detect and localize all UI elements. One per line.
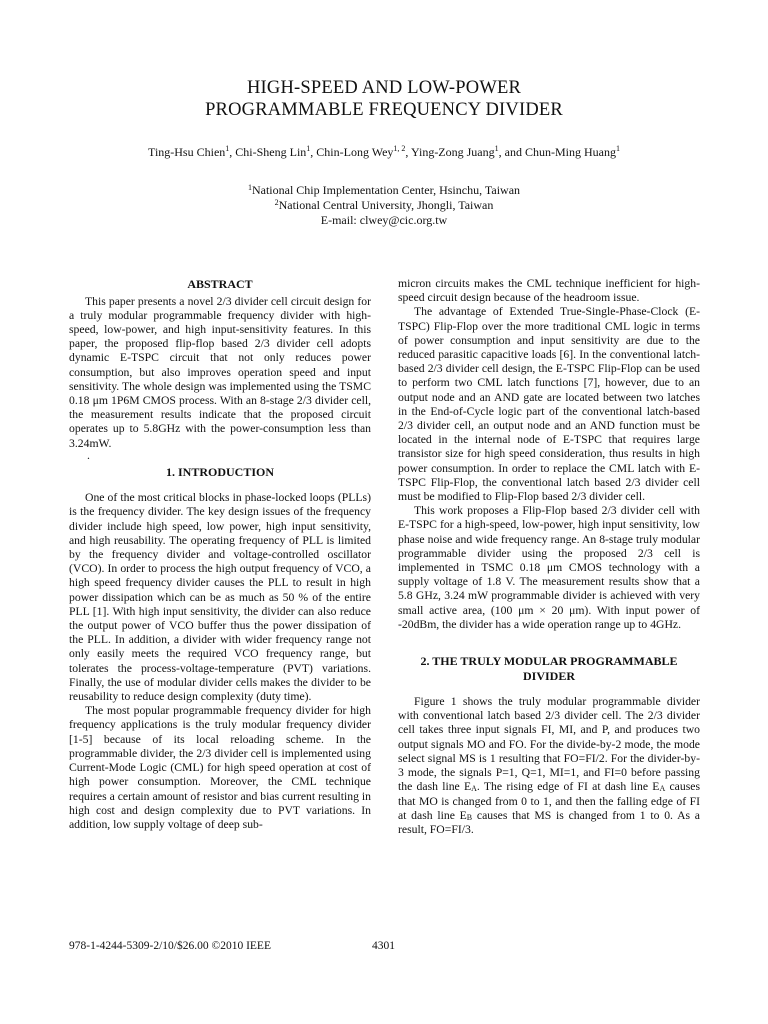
section-2-heading-line-1: 2. THE TRULY MODULAR PROGRAMMABLE xyxy=(420,654,678,669)
abstract-trailing-dot: . xyxy=(87,448,90,462)
affiliations xyxy=(0,183,768,228)
subscript-a-2: A xyxy=(659,784,666,794)
right-paragraph-this-work: This work proposes a Flip-Flop based 2/3 divider cell with E-TSPC for a high-speed, low-power, high input sensitivity, low phase noise and wide frequency range. An 8-stage truly modular programmable divider using the proposed 2/3 cell is implemented in TSMC 0.18 μm CMOS technology with a supply voltage of 1.8 V. The measurement results show that a 5.8 GHz, 3.24 mW programmable divider is achieved with very small active area, (100 μm × 20 μm). With input power of -20dBm, the divider has a wide operation range up to 4GHz. xyxy=(398,504,700,631)
affiliation-2-text: National Central University, Jhongli, Taiwan xyxy=(278,198,494,212)
author-5-affil: 1 xyxy=(615,144,620,153)
affiliation-2 xyxy=(0,198,768,213)
author-2: , Chi-Sheng Lin xyxy=(229,145,307,159)
affiliation-2-mark: 2 xyxy=(274,198,279,207)
section-2-heading-line-2: DIVIDER xyxy=(522,668,575,683)
abstract-text: This paper presents a novel 2/3 divider cell circuit design for a truly modular programmable frequency divider with high-speed, low-power, and high input-sensitivity features. In this paper, the proposed flip-flop based 2/3 divider cell adopts dynamic E-TSPC circuit that not only reduces power consumption, but also improves operation speed and input sensitivity. The whole design was implemented using the TSMC 0.18 μm 1P6M CMOS process. With an 8-stage 2/3 divider cell, the measurement results indicate that the proposed circuit operates up to 5.8GHz with the power-consumption less than 3.24mW. xyxy=(69,294,371,450)
author-1-affil: 1 xyxy=(225,144,230,153)
author-3: , Chin-Long Wey xyxy=(310,145,394,159)
author-3-affil: 1, 2 xyxy=(393,144,406,153)
author-1: Ting-Hsu Chien xyxy=(148,145,226,159)
left-column xyxy=(69,277,371,832)
author-4-affil: 1 xyxy=(494,144,499,153)
section-2-text-c: causes that MO is changed from 0 to 1, and then the falling edge of FI at dash line E xyxy=(398,780,700,822)
abstract-heading: ABSTRACT xyxy=(187,277,253,291)
footer-isbn: 978-1-4244-5309-2/10/$26.00 ©2010 IEEE xyxy=(69,940,271,952)
title-line-1: HIGH-SPEED AND LOW-POWER xyxy=(246,78,522,98)
author-5: , and Chun-Ming Huang xyxy=(498,145,616,159)
paper-title xyxy=(0,77,768,121)
right-paragraph-etspc: The advantage of Extended True-Single-Phase-Clock (E-TSPC) Flip-Flop over the more traditional CML logic in terms of power consumption and input sensitivity are due to the reduced parasitic capacitive loads [6]. In the conventional latch-based 2/3 divider cell design, the E-TSPC Flip-Flop can be used to perform two CML latch functions [7], however, due to an output node and an AND gate are located between two latches in the End-of-Cycle logic part of the conventional latch-based 2/3 divider cell, an output node and an AND function must be located in the internal node of E-TSPC that requires large transistor size for high speed consideration, thus results in high power consumption. In order to replace the CML latch with E-TSPC Flip-Flop, the conventional latch based 2/3 divider cell must be modified to Flip-Flop based 2/3 divider cell. xyxy=(398,305,700,504)
right-paragraph-continued: micron circuits makes the CML technique inefficient for high-speed circuit design because of the headroom issue. xyxy=(398,277,700,305)
section-2-paragraph xyxy=(398,695,700,837)
author-4: , Ying-Zong Juang xyxy=(405,145,495,159)
affiliation-1 xyxy=(0,183,768,198)
introduction-paragraph-1: One of the most critical blocks in phase-locked loops (PLLs) is the frequency divider. The key design issues of the frequency divider include high speed, low power, high input sensitivity, and high reusability. The operating frequency of PLL is limited by the frequency divider and voltage-controlled oscillator (VCO). In order to process the high output frequency of VCO, a high speed frequency divider causes the PLL to result in high power dissipation which can be as much as 50 % of the entire PLL [1]. With high input sensitivity, the divider can also reduce the output power of VCO buffer thus the power dissipation of the PLL. In addition, a divider with wider frequency range not only easily meets the required VCO frequency range, but tolerates the process-voltage-temperature (PVT) variations. Finally, the use of modular divider cells makes the divider to be reusability to reduce design complexity (duty time). xyxy=(69,491,371,704)
author-2-affil: 1 xyxy=(306,144,311,153)
affiliation-1-mark: 1 xyxy=(247,183,252,192)
section-2-text-d: causes that MS is changed from 1 to 0. As a result, FO=FI/3. xyxy=(398,808,700,836)
section-2-text-a: Figure 1 shows the truly modular programmable divider with conventional latch based 2/3 divider cell. The 2/3 divider cell takes three input signals FI, MI, and P, and produces two output signals MO and FO. For the divide-by-2 mode, the mode select signal MS is 1 resulting that FO=FI/2. For the divider-by-3 mode, the signals P=1, Q=1, MI=1, and FI=0 before passing the dash line E xyxy=(398,695,700,794)
section-2-text-b: . The rising edge of FI at dash line E xyxy=(476,780,660,794)
title-line-2: PROGRAMMABLE FREQUENCY DIVIDER xyxy=(205,100,563,120)
author-list xyxy=(0,145,768,159)
introduction-paragraph-2: The most popular programmable frequency divider for high frequency applications is the truly modular frequency divider [1-5] because of its local reloading scheme. In the programmable divider, the 2/3 divider cell is implemented using Current-Mode Logic (CML) for high speed operation at cost of high power consumption. Moreover, the CML technique requires a certain amount of resistor and bias current resulting in high cost and design complexity due to PVT variations. In addition, low supply voltage of deep sub- xyxy=(69,704,371,831)
contact-email: E-mail: clwey@cic.org.tw xyxy=(320,213,448,227)
footer-page-number: 4301 xyxy=(372,940,395,952)
subscript-b: B xyxy=(466,812,473,822)
introduction-heading: 1. INTRODUCTION xyxy=(165,464,274,479)
subscript-a-1: A xyxy=(471,784,477,794)
affiliation-1-text: National Chip Implementation Center, Hsinchu, Taiwan xyxy=(251,183,521,197)
section-2-heading xyxy=(398,654,700,683)
right-column xyxy=(398,277,700,837)
